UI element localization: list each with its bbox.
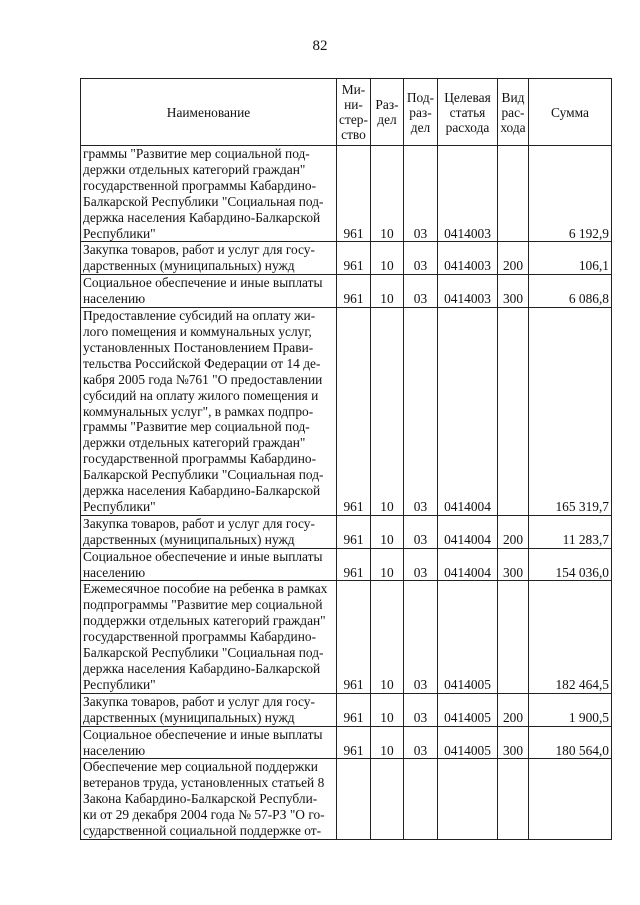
header-name <box>81 79 337 146</box>
cell-ministry: 961 <box>337 548 371 581</box>
cell-name <box>81 275 337 308</box>
cell-subsection <box>404 759 438 840</box>
name-line: кабря 2005 года №761 "О предоставлении <box>83 371 323 387</box>
name-line: населению <box>83 291 146 307</box>
cell-name <box>81 515 337 548</box>
cell-kind: 200 <box>498 242 529 275</box>
cell-kind <box>498 581 529 693</box>
name-line: сударственной социальной поддержке от- <box>83 823 322 839</box>
header-sum <box>529 79 612 146</box>
name-line: государственной программы Кабардино- <box>83 629 317 645</box>
cell-kind <box>498 308 529 516</box>
header-section <box>371 79 404 146</box>
cell-subsection: 03 <box>404 548 438 581</box>
cell-name <box>81 693 337 726</box>
name-line: Закупка товаров, работ и услуг для госу- <box>83 515 315 531</box>
table-row <box>81 515 612 548</box>
cell-subsection: 03 <box>404 515 438 548</box>
header-line: ство <box>341 127 366 142</box>
cell-target: 0414005 <box>438 693 498 726</box>
cell-name <box>81 146 337 242</box>
name-line: дарственных (муниципальных) нужд <box>83 709 295 725</box>
cell-target: 0414003 <box>438 146 498 242</box>
cell-target: 0414003 <box>438 275 498 308</box>
name-line: коммунальных услуг", в рамках подпро- <box>83 403 314 419</box>
cell-sum: 180 564,0 <box>529 726 612 759</box>
cell-section: 10 <box>371 581 404 693</box>
cell-target: 0414004 <box>438 515 498 548</box>
cell-ministry: 961 <box>337 515 371 548</box>
cell-section: 10 <box>371 242 404 275</box>
cell-ministry: 961 <box>337 146 371 242</box>
table-header-row <box>81 79 612 146</box>
name-line: населению <box>83 742 146 758</box>
cell-sum: 6 086,8 <box>529 275 612 308</box>
header-line: стер- <box>339 112 368 127</box>
name-line: подпрограммы "Развитие мер социальной <box>83 597 323 613</box>
cell-kind: 300 <box>498 548 529 581</box>
cell-target: 0414004 <box>438 308 498 516</box>
cell-sum: 154 036,0 <box>529 548 612 581</box>
name-line: ки от 29 декабря 2004 года № 57-РЗ "О го- <box>83 807 325 823</box>
cell-section: 10 <box>371 548 404 581</box>
name-line: установленных Постановлением Прави- <box>83 339 314 355</box>
header-line: дел <box>410 119 431 135</box>
cell-section: 10 <box>371 726 404 759</box>
cell-sum: 11 283,7 <box>529 515 612 548</box>
cell-subsection: 03 <box>404 693 438 726</box>
cell-target: 0414005 <box>438 726 498 759</box>
name-line: субсидий на оплату жилого помещения и <box>83 387 319 403</box>
cell-kind <box>498 759 529 840</box>
name-line: государственной программы Кабардино- <box>83 177 317 193</box>
cell-ministry: 961 <box>337 693 371 726</box>
header-line: Ми- <box>341 82 366 97</box>
name-line: держки отдельных категорий граждан" <box>83 435 306 451</box>
cell-ministry: 961 <box>337 581 371 693</box>
cell-kind: 200 <box>498 515 529 548</box>
name-line: поддержки отдельных категорий граждан" <box>83 613 326 629</box>
cell-target: 0414004 <box>438 548 498 581</box>
header-line: Целевая <box>444 89 491 105</box>
name-line: граммы "Развитие мер социальной под- <box>83 419 310 435</box>
cell-subsection: 03 <box>404 308 438 516</box>
table-row <box>81 308 612 516</box>
cell-kind <box>498 146 529 242</box>
header-target-article <box>438 79 498 146</box>
name-line: дарственных (муниципальных) нужд <box>83 531 295 547</box>
cell-section: 10 <box>371 146 404 242</box>
table-row <box>81 693 612 726</box>
table-body <box>81 146 612 840</box>
name-line: Балкарской Республики "Социальная под- <box>83 467 324 483</box>
budget-table <box>80 78 612 840</box>
name-line: дарственных (муниципальных) нужд <box>83 258 295 274</box>
cell-sum: 1 900,5 <box>529 693 612 726</box>
cell-name <box>81 308 337 516</box>
name-line: населению <box>83 564 146 580</box>
name-line: держка населения Кабардино-Балкарской <box>83 209 321 225</box>
cell-ministry: 961 <box>337 275 371 308</box>
header-line: статья <box>449 104 486 120</box>
cell-kind: 300 <box>498 275 529 308</box>
page-number: 82 <box>312 38 328 54</box>
cell-name <box>81 726 337 759</box>
name-line: Республики" <box>83 225 156 241</box>
cell-ministry <box>337 759 371 840</box>
cell-kind: 200 <box>498 693 529 726</box>
cell-sum: 165 319,7 <box>529 308 612 516</box>
name-line: Предоставление субсидий на оплату жи- <box>83 308 316 324</box>
table-row <box>81 146 612 242</box>
cell-name <box>81 759 337 840</box>
name-line: держка населения Кабардино-Балкарской <box>83 483 321 499</box>
cell-ministry: 961 <box>337 308 371 516</box>
table-row <box>81 726 612 759</box>
cell-target: 0414005 <box>438 581 498 693</box>
header-line: раз- <box>409 104 432 120</box>
header-subsection <box>404 79 438 146</box>
cell-section <box>371 759 404 840</box>
header-line: ни- <box>344 97 363 112</box>
cell-target <box>438 759 498 840</box>
cell-subsection: 03 <box>404 275 438 308</box>
name-line: тельства Российской Федерации от 14 де- <box>83 355 321 371</box>
name-line: Закупка товаров, работ и услуг для госу- <box>83 693 315 709</box>
table-row <box>81 581 612 693</box>
header-line: Под- <box>406 89 435 105</box>
cell-section: 10 <box>371 308 404 516</box>
header-line: рас- <box>501 104 525 120</box>
name-line: лого помещения и коммунальных услуг, <box>83 323 312 339</box>
name-line: Республики" <box>83 498 156 514</box>
cell-section: 10 <box>371 275 404 308</box>
cell-name <box>81 242 337 275</box>
header-line: Раз- <box>375 97 399 112</box>
header-line: хода <box>500 119 526 135</box>
cell-subsection: 03 <box>404 146 438 242</box>
cell-subsection: 03 <box>404 581 438 693</box>
cell-sum: 6 192,9 <box>529 146 612 242</box>
cell-section: 10 <box>371 693 404 726</box>
name-line: Социальное обеспечение и иные выплаты <box>83 548 323 564</box>
cell-sum: 182 464,5 <box>529 581 612 693</box>
cell-subsection: 03 <box>404 242 438 275</box>
cell-ministry: 961 <box>337 726 371 759</box>
cell-kind: 300 <box>498 726 529 759</box>
name-line: ветеранов труда, установленных статьей 8 <box>83 775 325 791</box>
table-row <box>81 275 612 308</box>
cell-sum: 106,1 <box>529 242 612 275</box>
cell-name <box>81 548 337 581</box>
cell-subsection: 03 <box>404 726 438 759</box>
name-line: Обеспечение мер социальной поддержки <box>83 759 318 775</box>
name-line: граммы "Развитие мер социальной под- <box>83 146 310 161</box>
table-row <box>81 548 612 581</box>
name-line: государственной программы Кабардино- <box>83 451 317 467</box>
cell-ministry: 961 <box>337 242 371 275</box>
table-row <box>81 759 612 840</box>
cell-sum <box>529 759 612 840</box>
name-line: Балкарской Республики "Социальная под- <box>83 193 324 209</box>
header-ministry <box>337 79 371 146</box>
name-line: Социальное обеспечение и иные выплаты <box>83 275 323 291</box>
header-line: дел <box>377 112 397 127</box>
header-expense-kind <box>498 79 529 146</box>
header-line: расхода <box>445 119 490 135</box>
name-line: Социальное обеспечение и иные выплаты <box>83 726 323 742</box>
header-line: Вид <box>501 89 525 105</box>
name-line: держки отдельных категорий граждан" <box>83 161 306 177</box>
header-line: Наименование <box>166 104 251 120</box>
cell-section: 10 <box>371 515 404 548</box>
name-line: Ежемесячное пособие на ребенка в рамках <box>83 581 328 597</box>
cell-name <box>81 581 337 693</box>
table-row <box>81 242 612 275</box>
cell-target: 0414003 <box>438 242 498 275</box>
name-line: Закупка товаров, работ и услуг для госу- <box>83 242 315 258</box>
name-line: Закона Кабардино-Балкарской Республи- <box>83 791 318 807</box>
name-line: держка населения Кабардино-Балкарской <box>83 661 321 676</box>
name-line: Балкарской Республики "Социальная под- <box>83 645 324 661</box>
header-line: Сумма <box>551 104 589 120</box>
name-line: Республики" <box>83 676 156 692</box>
